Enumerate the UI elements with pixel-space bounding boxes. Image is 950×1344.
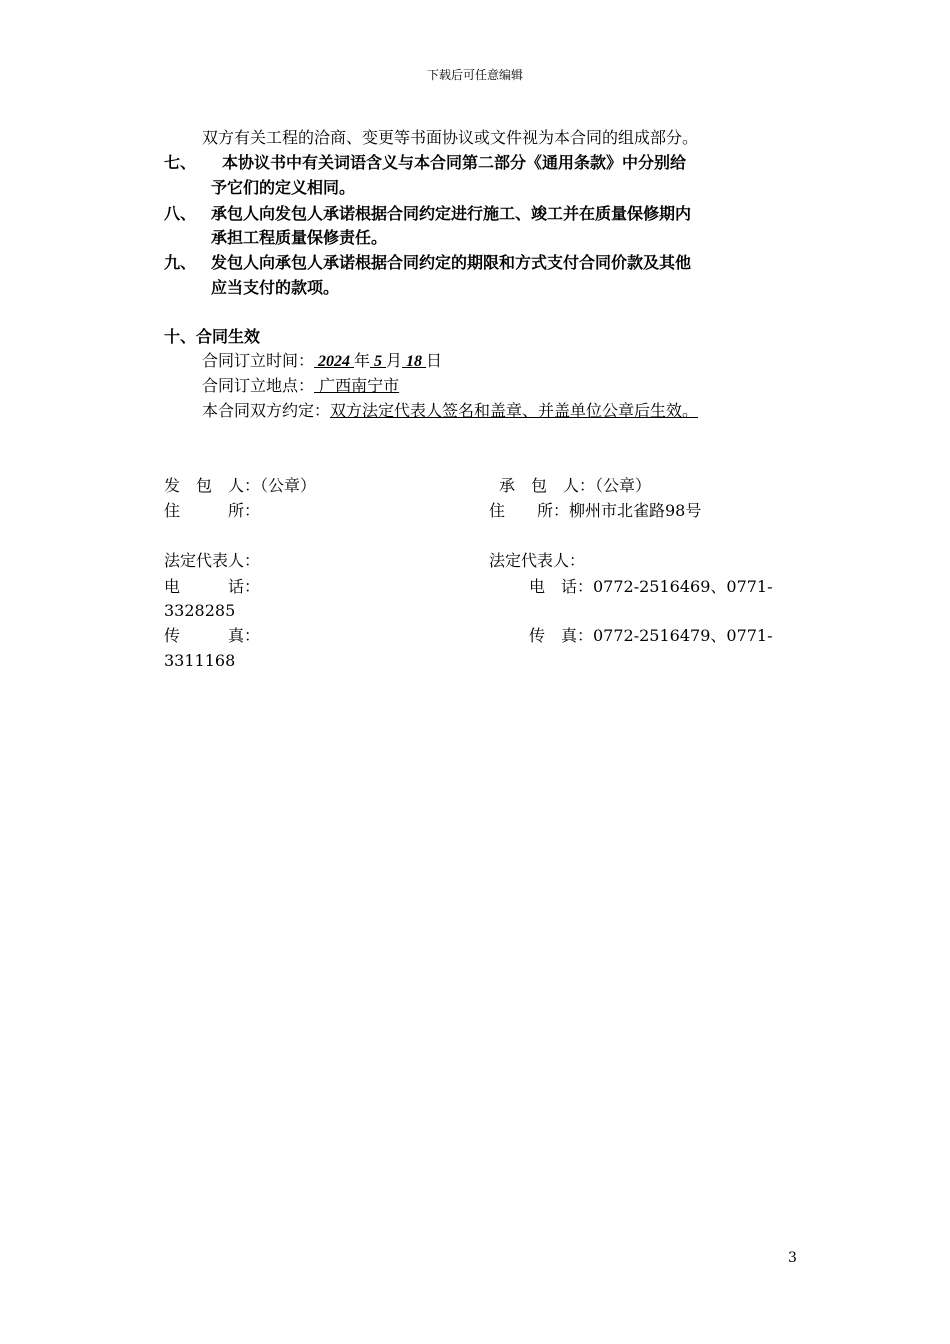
contractor-rep-label: 法定代表人： xyxy=(489,551,586,570)
agreement-line xyxy=(202,401,698,421)
contractor-label: 承 包 人：（公章） xyxy=(499,476,652,495)
employer-rep-label: 法定代表人： xyxy=(164,551,261,570)
signing-year: 2024 xyxy=(314,353,355,370)
signing-place-line xyxy=(202,376,399,396)
item-8-number: 八、 xyxy=(164,204,197,223)
effect-heading: 十、合同生效 xyxy=(164,327,261,346)
page-header: 下载后可任意编辑 xyxy=(426,68,523,82)
contractor-phone: 电 话：0772-2516469、0771- xyxy=(529,577,773,596)
signing-month: 5 xyxy=(370,353,387,370)
contractor-fax: 传 真：0772-2516479、0771- xyxy=(529,626,773,645)
item-8-line2: 承担工程质量保修责任。 xyxy=(211,228,388,247)
contractor-fax-wrap: 3311168 xyxy=(164,651,236,670)
signing-time-label: 合同订立时间： xyxy=(202,351,315,370)
item-9-number: 九、 xyxy=(164,253,197,272)
year-unit: 年 xyxy=(354,351,371,370)
item-7-number: 七、 xyxy=(164,153,197,172)
employer-fax-label: 传 真： xyxy=(164,626,261,645)
signing-time-line xyxy=(202,351,442,372)
signing-place-label: 合同订立地点： xyxy=(202,376,315,395)
signing-place: 广西南宁市 xyxy=(314,376,400,395)
employer-label: 发 包 人：（公章） xyxy=(164,476,317,495)
intro-text: 双方有关工程的洽商、变更等书面协议或文件视为本合同的组成部分。 xyxy=(202,128,699,147)
contractor-address: 住 所：柳州市北雀路98号 xyxy=(489,501,702,520)
item-7-line2: 予它们的定义相同。 xyxy=(211,178,356,197)
contractor-phone-wrap: 3328285 xyxy=(164,601,236,620)
item-8-line1: 承包人向发包人承诺根据合同约定进行施工、竣工并在质量保修期内 xyxy=(211,204,692,223)
item-9-line2: 应当支付的款项。 xyxy=(211,278,340,297)
month-unit: 月 xyxy=(386,351,403,370)
employer-phone-label: 电 话： xyxy=(164,577,261,596)
signing-day: 18 xyxy=(402,353,427,370)
agreement-label: 本合同双方约定： xyxy=(202,401,331,420)
item-7-line1: 本协议书中有关词语含义与本合同第二部分《通用条款》中分别给 xyxy=(222,153,687,172)
agreement-text: 双方法定代表人签名和盖章、并盖单位公章后生效。 xyxy=(330,401,699,420)
page-number: 3 xyxy=(788,1250,797,1266)
day-unit: 日 xyxy=(426,351,443,370)
item-9-line1: 发包人向承包人承诺根据合同约定的期限和方式支付合同价款及其他 xyxy=(211,253,692,272)
employer-address-label: 住 所： xyxy=(164,501,261,520)
